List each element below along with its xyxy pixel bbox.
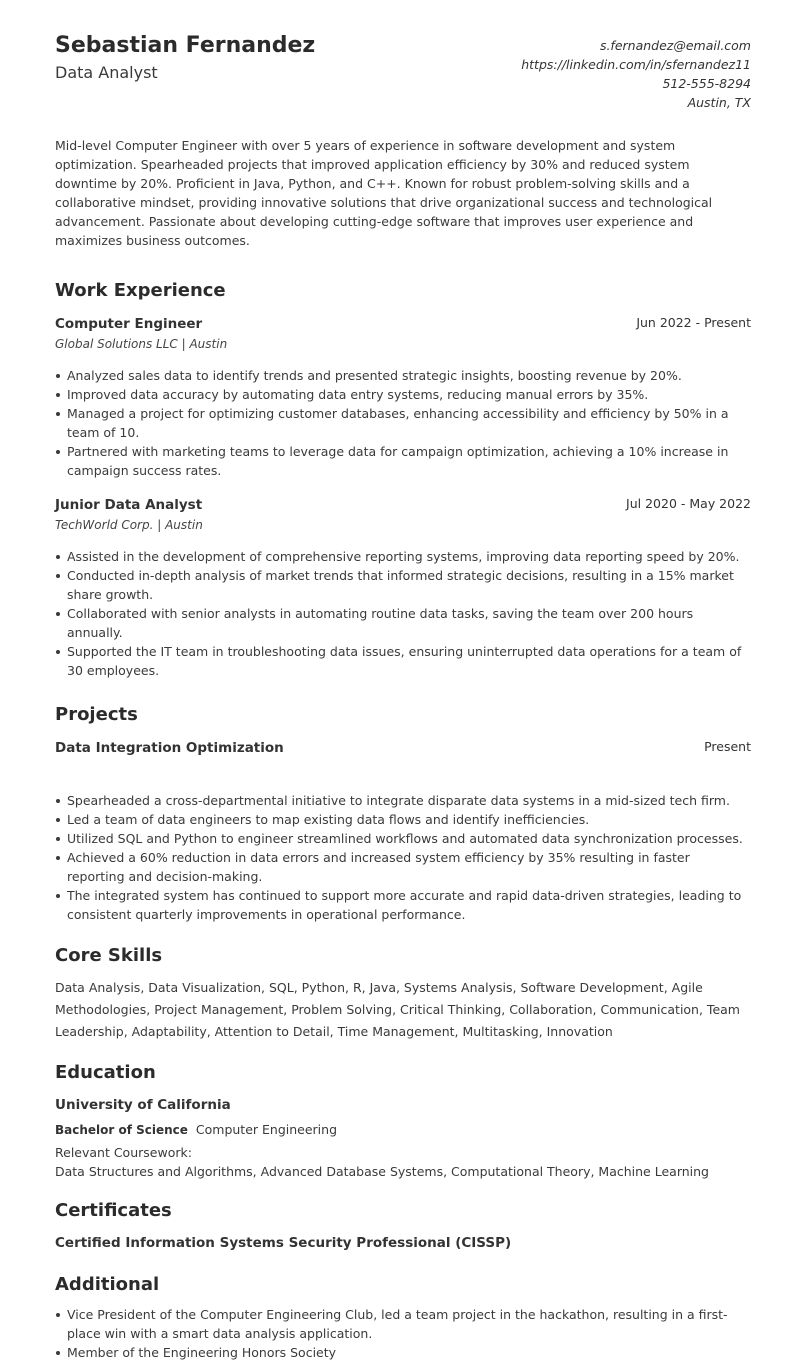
bullet-item: Spearheaded a cross-departmental initiative to integrate disparate data systems in a mid-sized tech firm. [55, 791, 751, 810]
additional-section [55, 1273, 751, 1362]
bullet-item: Utilized SQL and Python to engineer streamlined workflows and automated data synchronization processes. [55, 829, 751, 848]
bullet-item: Member of the Engineering Honors Society [55, 1343, 751, 1362]
section-heading-skills: Core Skills [55, 945, 163, 966]
bullet-item: Partnered with marketing teams to leverage data for campaign optimization, achieving a 10% increase in campaign success rates. [55, 442, 751, 480]
education-field: Computer Engineering [195, 1122, 338, 1137]
section-heading-education: Education [55, 1062, 156, 1083]
job-company: Global Solutions LLC | Austin [55, 337, 228, 351]
bullet-item: Conducted in-depth analysis of market trends that informed strategic decisions, resulting in a 15% market share growth. [55, 566, 751, 604]
coursework-label: Relevant Coursework: [55, 1145, 192, 1160]
candidate-title: Data Analyst [55, 63, 158, 82]
skills-section [55, 944, 751, 1043]
bullet-item: Collaborated with senior analysts in automating routine data tasks, saving the team over 200 hours annually. [55, 604, 751, 642]
bullet-item: Led a team of data engineers to map existing data flows and identify inefficiencies. [55, 810, 751, 829]
project-bullets [55, 791, 751, 924]
project-entry [55, 738, 751, 924]
contact-email: s.fernandez@email.com [599, 38, 751, 53]
additional-bullets [55, 1305, 751, 1362]
contact-linkedin: https://linkedin.com/in/sfernandez11 [521, 57, 751, 72]
section-heading-projects: Projects [55, 704, 138, 725]
bullet-item: Assisted in the development of comprehensive reporting systems, improving data reporting speed by 20%. [55, 547, 751, 566]
projects-section [55, 703, 751, 924]
job-company: TechWorld Corp. | Austin [55, 518, 203, 532]
bullet-item: Vice President of the Computer Engineering Club, led a team project in the hackathon, resulting in a first-place win with a smart data analysis application. [55, 1305, 751, 1343]
section-heading-certificates: Certificates [55, 1200, 172, 1221]
job-entry [55, 314, 751, 480]
section-heading-work: Work Experience [55, 280, 226, 301]
job-dates: Jul 2020 - May 2022 [626, 496, 751, 511]
contact-block [521, 36, 751, 112]
education-school: University of California [55, 1097, 231, 1113]
contact-location: Austin, TX [687, 95, 751, 110]
bullet-item: Supported the IT team in troubleshooting data issues, ensuring uninterrupted data operations for a team of 30 employees. [55, 642, 751, 680]
coursework-list: Data Structures and Algorithms, Advanced Database Systems, Computational Theory, Machine Learning [55, 1164, 709, 1179]
job-title: Computer Engineer [55, 316, 203, 332]
education-degree: Bachelor of Science [55, 1123, 188, 1137]
bullet-item: Achieved a 60% reduction in data errors and increased system efficiency by 35% resulting in faster reporting and decision-making. [55, 848, 751, 886]
bullet-item: The integrated system has continued to support more accurate and rapid data-driven strategies, leading to consistent quarterly improvements in operational performance. [55, 886, 751, 924]
certificate-item: Certified Information Systems Security Professional (CISSP) [55, 1235, 512, 1251]
job-header [55, 314, 751, 335]
bullet-item: Managed a project for optimizing customer databases, enhancing accessibility and efficiency by 50% in a team of 10. [55, 404, 751, 442]
project-dates: Present [704, 739, 751, 754]
section-heading-additional: Additional [55, 1274, 160, 1295]
job-entry [55, 495, 751, 680]
contact-phone: 512-555-8294 [662, 76, 751, 91]
skills-list: Data Analysis, Data Visualization, SQL, Python, R, Java, Systems Analysis, Software Development, Agile Methodologies, Project Management, Problem Solving, Critical Thinking, Collaboration, Communication, Team Leadership, Adaptability, Attention to Detail, Time Management, Multitasking, Innovation [55, 980, 740, 1039]
project-header [55, 738, 751, 759]
candidate-name: Sebastian Fernandez [55, 33, 316, 58]
work-experience-section [55, 279, 751, 680]
education-degree-line [55, 1120, 751, 1140]
resume-header [55, 0, 751, 136]
job-dates: Jun 2022 - Present [636, 315, 751, 330]
project-title: Data Integration Optimization [55, 740, 284, 756]
job-bullets [55, 366, 751, 480]
job-title: Junior Data Analyst [55, 497, 203, 513]
bullet-item: Improved data accuracy by automating data entry systems, reducing manual errors by 35%. [55, 385, 751, 404]
job-bullets [55, 547, 751, 680]
job-header [55, 495, 751, 516]
summary-paragraph: Mid-level Computer Engineer with over 5 years of experience in software development and system optimization. Spearheaded projects that improved application efficiency by 30% and reduced system downtime by 20%. Proficient in Java, Python, and C++. Known for robust problem-solving skills and a collaborative mindset, providing innovative solutions that drive organizational success and technological advancement. Passionate about developing cutting-edge software that improves user experience and maximizes business outcomes. [55, 138, 713, 248]
bullet-item: Analyzed sales data to identify trends and presented strategic insights, boosting revenue by 20%. [55, 366, 751, 385]
education-section [55, 1061, 751, 1181]
certificates-section [55, 1199, 751, 1254]
